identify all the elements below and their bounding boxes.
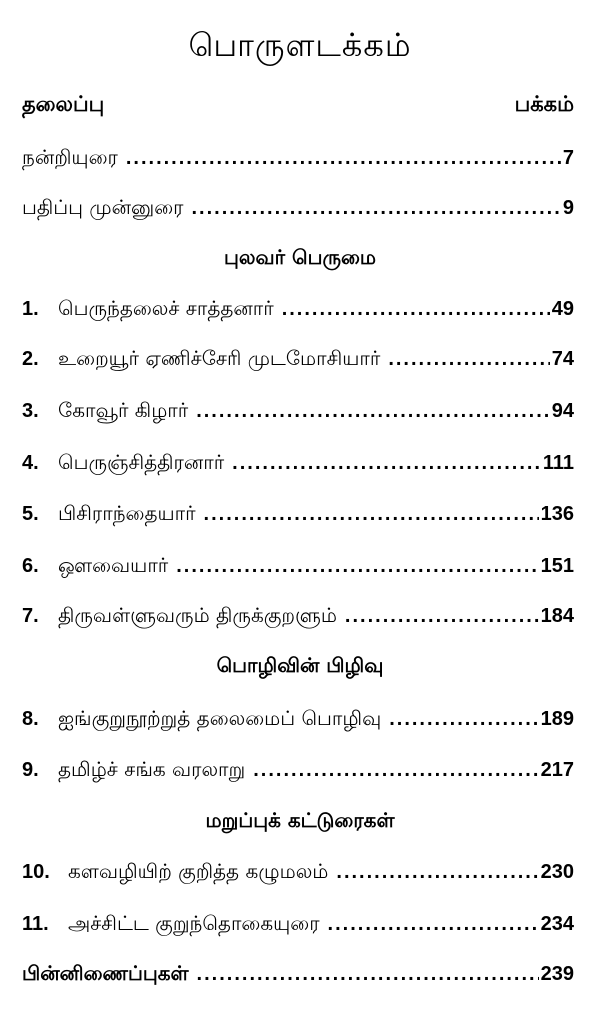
leader-dots bbox=[282, 299, 550, 319]
entry-number: 9. bbox=[22, 759, 39, 781]
entry-label: ஐங்குறுநூற்றுத் தலைமைப் பொழிவு bbox=[58, 706, 382, 730]
entry-label: பிசிராந்தையார் bbox=[58, 501, 196, 525]
entry-number: 5. bbox=[22, 503, 39, 525]
entry-page: 239 bbox=[540, 963, 574, 985]
leader-dots bbox=[336, 862, 538, 882]
entry-page: 151 bbox=[540, 555, 574, 577]
entry-page: 111 bbox=[542, 452, 574, 474]
entry-label: ஔவையார் bbox=[58, 553, 169, 577]
entry-label: திருவள்ளுவரும் திருக்குறளும் bbox=[58, 603, 337, 627]
entry-number: 4. bbox=[22, 452, 39, 474]
leader-dots bbox=[345, 606, 539, 626]
entry-label: பதிப்பு முன்னுரை bbox=[22, 195, 184, 219]
entry-page: 230 bbox=[540, 861, 574, 883]
leader-dots bbox=[196, 401, 550, 421]
entry-number: 6. bbox=[22, 555, 39, 577]
entry-label: கோவூர் கிழார் bbox=[58, 398, 189, 422]
toc-entry[interactable] bbox=[22, 346, 574, 373]
header-page-column: பக்கம் bbox=[514, 92, 574, 116]
entry-label: பெருந்தலைச் சாத்தனார் bbox=[58, 296, 274, 320]
entry-label: அச்சிட்ட குறுந்தொகையுரை bbox=[68, 911, 320, 935]
page-title: பொருளடக்கம் bbox=[188, 26, 412, 64]
entry-label: பெருஞ்சித்திரனார் bbox=[58, 450, 225, 474]
section-heading-poets: புலவர் பெருமை bbox=[223, 245, 377, 269]
entry-number: 8. bbox=[22, 708, 39, 730]
entry-number: 7. bbox=[22, 605, 39, 627]
toc-entry[interactable] bbox=[22, 911, 574, 938]
leader-dots bbox=[253, 760, 538, 780]
leader-dots bbox=[388, 349, 549, 369]
entry-page: 7 bbox=[562, 147, 574, 169]
entry-label: பின்னிணைப்புகள் bbox=[22, 961, 189, 985]
toc-entry[interactable] bbox=[22, 398, 574, 425]
entry-number: 11. bbox=[22, 913, 49, 935]
entry-number: 2. bbox=[22, 348, 39, 370]
toc-entry-acknowledgement[interactable] bbox=[22, 145, 574, 172]
toc-header bbox=[22, 92, 574, 119]
entry-page: 217 bbox=[540, 759, 574, 781]
leader-dots bbox=[197, 964, 539, 984]
toc-entry[interactable] bbox=[22, 706, 574, 733]
toc-entry-appendix[interactable] bbox=[22, 961, 574, 988]
entry-number: 10. bbox=[22, 861, 50, 883]
toc-entry[interactable] bbox=[22, 603, 574, 630]
entry-label: தமிழ்ச் சங்க வரலாறு bbox=[58, 757, 246, 781]
toc-entry[interactable] bbox=[22, 501, 574, 528]
entry-number: 3. bbox=[22, 400, 39, 422]
toc-entry[interactable] bbox=[22, 757, 574, 784]
entry-label: நன்றியுரை bbox=[22, 145, 118, 169]
entry-label: உறையூர் ஏணிச்சேரி முடமோசியார் bbox=[58, 346, 381, 370]
entry-page: 94 bbox=[551, 400, 574, 422]
leader-dots bbox=[328, 914, 539, 934]
section-heading-rebuttals: மறுப்புக் கட்டுரைகள் bbox=[205, 808, 395, 832]
leader-dots bbox=[232, 453, 541, 473]
toc-entry[interactable] bbox=[22, 859, 574, 886]
toc-entry[interactable] bbox=[22, 553, 574, 580]
leader-dots bbox=[204, 504, 539, 524]
toc-entry[interactable] bbox=[22, 450, 574, 477]
entry-number: 1. bbox=[22, 298, 39, 320]
entry-page: 74 bbox=[551, 348, 574, 370]
toc-entry[interactable] bbox=[22, 296, 574, 323]
leader-dots bbox=[389, 709, 538, 729]
leader-dots bbox=[191, 198, 560, 218]
entry-page: 136 bbox=[540, 503, 574, 525]
entry-page: 184 bbox=[540, 605, 574, 627]
section-heading-lectures: பொழிவின் பிழிவு bbox=[216, 653, 384, 677]
toc-entry-publisher-preface[interactable] bbox=[22, 195, 574, 222]
entry-page: 49 bbox=[551, 298, 574, 320]
leader-dots bbox=[176, 556, 538, 576]
leader-dots bbox=[126, 148, 561, 168]
entry-page: 9 bbox=[562, 197, 574, 219]
entry-label: களவழியிற் குறித்த கழுமலம் bbox=[68, 859, 329, 883]
entry-page: 234 bbox=[540, 913, 574, 935]
header-title-column: தலைப்பு bbox=[22, 92, 105, 116]
entry-page: 189 bbox=[540, 708, 574, 730]
